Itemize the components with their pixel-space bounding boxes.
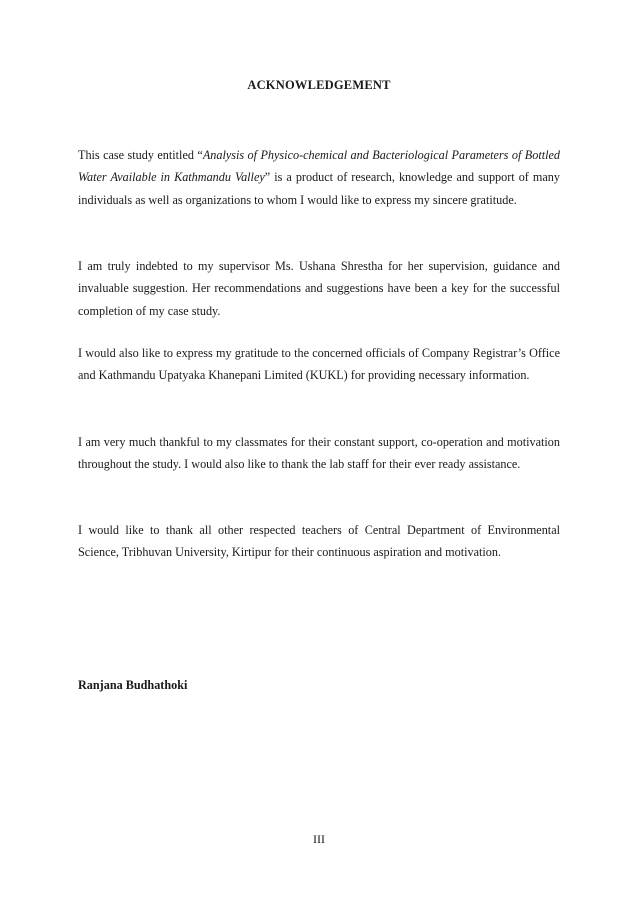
- case-study-title: Analysis of Physico-chemical and Bacteriological Parameters of Bottled Water Available in Kathmandu Valley: [78, 148, 560, 185]
- paragraph-teachers: I would like to thank all other respected teachers of Central Department of Environmental Science, Tribhuvan University, Kirtipur for their continuous aspiration and motivation.: [78, 523, 560, 560]
- paragraph-classmates: I am very much thankful to my classmates for their constant support, co-operation and motivation throughout the study. I would also like to thank the lab staff for their ever ready assistance.: [78, 435, 560, 472]
- page-number: III: [313, 832, 325, 846]
- page-title: ACKNOWLEDGEMENT: [247, 78, 391, 92]
- paragraph-intro: [78, 144, 560, 211]
- intro-text-end: ” is a product of research, knowledge and support of many individuals as well as organizations to whom I would like to express my sincere gratitude.: [78, 170, 560, 207]
- author-signature: Ranjana Budhathoki: [78, 678, 188, 692]
- paragraph-supervisor: I am truly indebted to my supervisor Ms. Ushana Shrestha for her supervision, guidance and invaluable suggestion. Her recommendations and suggestions have been a key for the successful completion of my case study.: [78, 259, 560, 318]
- intro-text-start: This case study entitled “: [78, 148, 203, 162]
- paragraph-officials: I would also like to express my gratitude to the concerned officials of Company Registrar’s Office and Kathmandu Upatyaka Khanepani Limited (KUKL) for providing necessary information.: [78, 346, 560, 383]
